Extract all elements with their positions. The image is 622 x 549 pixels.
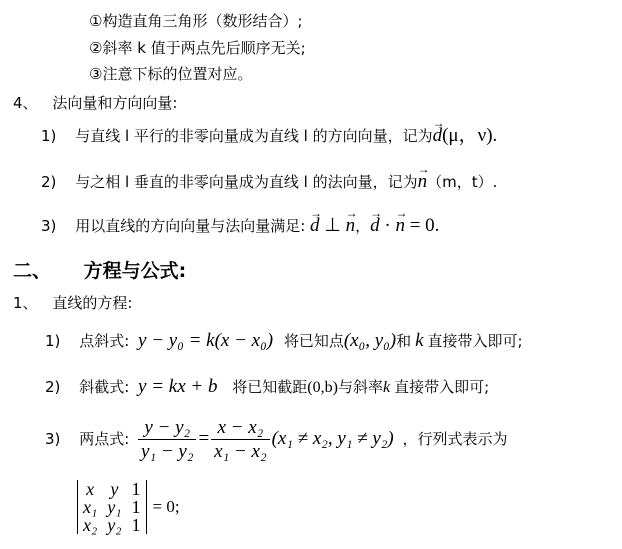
eq-point: (0,b) bbox=[307, 379, 338, 396]
eq-point: (x₀, y₀) bbox=[343, 330, 397, 351]
perp-symbol: ⊥ bbox=[319, 215, 346, 236]
eq-k: k bbox=[415, 330, 424, 351]
eq-and: 和 bbox=[396, 332, 412, 350]
eq-two-point bbox=[45, 418, 508, 461]
section2-title: 方程与公式: bbox=[83, 260, 187, 282]
eq-text3: 直接带入即可; bbox=[394, 378, 490, 396]
eq-text: 将已知截距 bbox=[232, 378, 308, 396]
item-num: 1) bbox=[41, 127, 57, 145]
vector-n: → n bbox=[395, 216, 405, 235]
section4-heading bbox=[13, 96, 177, 111]
eq-formula: y = kx + b bbox=[138, 376, 218, 397]
sub1-heading bbox=[13, 296, 132, 311]
item-text: 与之相 l 垂直的非零向量成为直线 l 的法向量，记为 bbox=[75, 173, 418, 191]
eq-num: 2) bbox=[45, 378, 61, 396]
det-cell: 1 bbox=[131, 497, 141, 517]
equals-zero: = 0. bbox=[404, 215, 440, 236]
determinant-tail: = 0; bbox=[152, 497, 180, 516]
equals-sign: = bbox=[198, 428, 210, 449]
eq-k: k bbox=[382, 379, 391, 396]
vector-d: → d bbox=[433, 126, 443, 145]
determinant-matrix bbox=[77, 480, 147, 534]
eq-point-slope bbox=[45, 331, 523, 350]
det-cell: y₂ bbox=[107, 515, 122, 535]
eq-formula: y − y₀ = k(x − x₀) bbox=[138, 330, 274, 351]
fraction-y bbox=[138, 418, 196, 461]
det-cell: x₁ bbox=[83, 497, 98, 517]
eq-num: 3) bbox=[45, 430, 61, 448]
det-cell: x₂ bbox=[83, 515, 98, 535]
section4-item-3 bbox=[41, 216, 439, 235]
sub1-num: 1、 bbox=[13, 294, 38, 312]
item-tail: (μ，ν). bbox=[442, 125, 498, 146]
eq-slope-intercept bbox=[45, 377, 489, 396]
note-2: ②斜率 k 值于两点先后顺序无关; bbox=[89, 39, 306, 57]
comma: ， bbox=[355, 217, 371, 235]
det-cell: y₁ bbox=[107, 497, 122, 517]
vector-n: → n bbox=[418, 172, 428, 191]
sub1-title: 直线的方程: bbox=[52, 294, 133, 312]
eq-label: 两点式: bbox=[79, 430, 130, 448]
det-cell: y bbox=[110, 479, 119, 499]
fraction-numerator: x − x₂ bbox=[211, 418, 269, 440]
eq-text2: 直接带入即可; bbox=[427, 332, 523, 350]
vector-d: → d bbox=[310, 216, 320, 235]
item-text: 与直线 l 平行的非零向量成为直线 l 的方向向量，记为 bbox=[75, 127, 433, 145]
det-cell: x bbox=[86, 479, 95, 499]
item-tail: （m，t）. bbox=[427, 173, 498, 191]
eq-label: 斜截式: bbox=[79, 378, 130, 396]
eq-condition: (x₁ ≠ x₂, y₁ ≠ y₂) bbox=[271, 428, 394, 449]
eq-text: ，行列式表示为 bbox=[402, 430, 508, 448]
det-cell: 1 bbox=[131, 515, 141, 535]
fraction-x bbox=[211, 418, 269, 461]
item-num: 2) bbox=[41, 173, 57, 191]
vector-d: → d bbox=[370, 216, 380, 235]
section4-item-1 bbox=[41, 126, 497, 145]
fraction-denominator: y₁ − y₂ bbox=[141, 441, 194, 462]
note-1: ①构造直角三角形（数形结合）; bbox=[89, 12, 303, 30]
section4-item-2 bbox=[41, 172, 497, 191]
section4-num: 4、 bbox=[13, 94, 38, 112]
section2-num: 二、 bbox=[13, 260, 52, 282]
eq-text: 将已知点 bbox=[283, 332, 344, 350]
item-num: 3) bbox=[41, 217, 57, 235]
dot-symbol: · bbox=[379, 215, 396, 236]
eq-text2: 与斜率 bbox=[337, 378, 383, 396]
item-text: 用以直线的方向向量与法向量满足: bbox=[75, 217, 306, 235]
note-3: ③注意下标的位置对应。 bbox=[89, 65, 253, 83]
section4-title: 法向量和方向向量: bbox=[52, 94, 178, 112]
fraction-numerator: y − y₂ bbox=[138, 418, 196, 440]
section2-heading bbox=[13, 262, 186, 281]
vector-n: → n bbox=[346, 216, 356, 235]
eq-label: 点斜式: bbox=[79, 332, 130, 350]
fraction-denominator: x₁ − x₂ bbox=[214, 441, 267, 462]
determinant bbox=[77, 480, 180, 534]
det-cell: 1 bbox=[131, 479, 141, 499]
eq-num: 1) bbox=[45, 332, 61, 350]
